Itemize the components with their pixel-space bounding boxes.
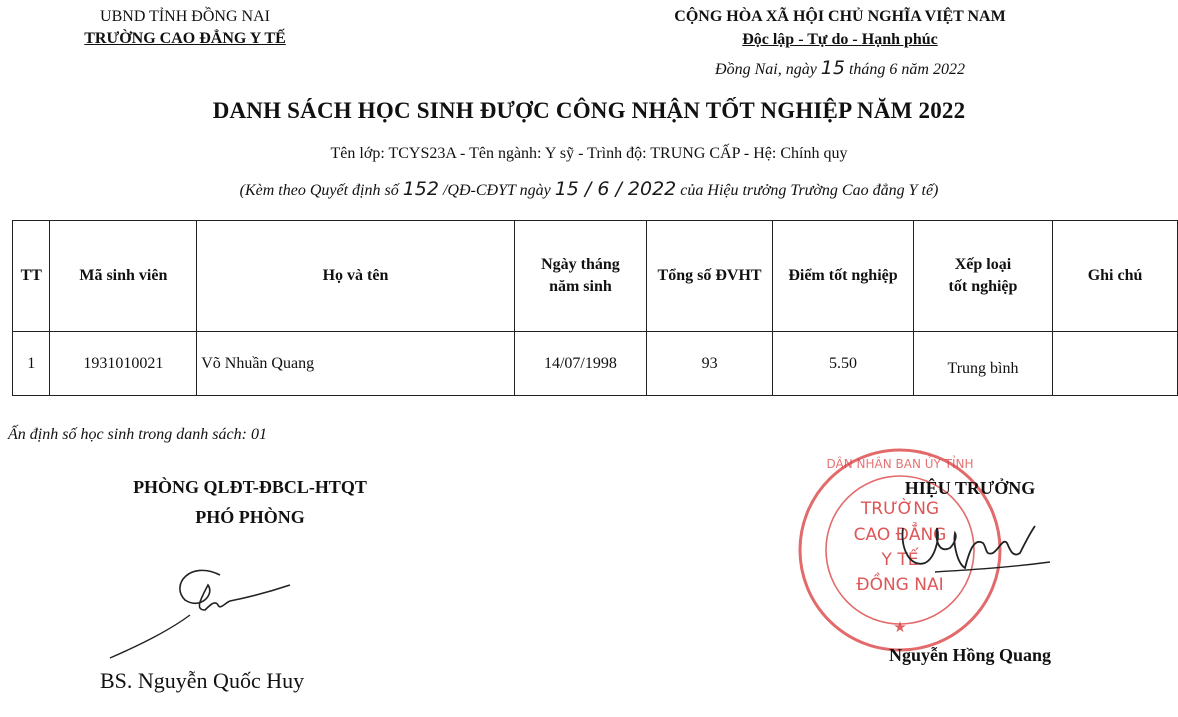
col-header-notes: Ghi chú	[1053, 221, 1178, 332]
seal-ring-text: DÂN NHÂN BAN ỦY TỈNH	[826, 457, 974, 471]
cell-tt: 1	[13, 332, 50, 396]
class-info: Tên lớp: TCYS23A - Tên ngành: Y sỹ - Trình độ: TRUNG CẤP - Hệ: Chính quy	[330, 145, 848, 162]
col-header-credits: Tổng số ĐVHT	[647, 221, 773, 332]
cell-full-name: Võ Nhuần Quang	[197, 332, 515, 396]
graduates-table	[12, 220, 1178, 396]
right-signer-role: HIỆU TRƯỞNG	[904, 478, 1036, 498]
document-title: DANH SÁCH HỌC SINH ĐƯỢC CÔNG NHẬN TỐT NGHIỆP NĂM 2022	[212, 98, 966, 123]
cell-student-id: 1931010021	[50, 332, 197, 396]
right-handwritten-signature	[895, 508, 1055, 580]
right-signer-name: Nguyễn Hồng Quang	[888, 645, 1052, 665]
decision-suffix: của Hiệu trưởng Trường Cao đẳng Y tế)	[676, 182, 939, 199]
school-name: TRƯỜNG CAO ĐẲNG Y TẾ	[84, 30, 286, 47]
seal-line-1: TRƯỜNG	[860, 499, 940, 519]
parent-organization: UBND TỈNH ĐỒNG NAI	[100, 8, 270, 25]
cell-classification: Trung bình	[913, 332, 1052, 396]
date-prefix: Đồng Nai, ngày	[715, 61, 821, 78]
col-header-full-name: Họ và tên	[197, 221, 515, 332]
decision-reference	[0, 178, 1178, 200]
place-date	[560, 57, 1120, 79]
national-motto: Độc lập - Tự do - Hạnh phúc	[742, 31, 938, 48]
col-header-birth-date: Ngày tháng năm sinh	[514, 221, 646, 332]
left-signer-name: BS. Nguyễn Quốc Huy	[100, 668, 305, 693]
date-suffix: tháng 6 năm 2022	[844, 61, 965, 78]
national-title: CỘNG HÒA XÃ HỘI CHỦ NGHĨA VIỆT NAM	[674, 8, 1006, 25]
seal-star-icon: ★	[893, 618, 907, 636]
cell-birth-date: 14/07/1998	[514, 332, 646, 396]
left-signer-role: PHÓ PHÒNG	[195, 507, 305, 527]
decision-date-handwritten: 15 / 6 / 2022	[554, 178, 677, 200]
left-handwritten-signature	[100, 555, 320, 675]
decision-middle: /QĐ-CĐYT ngày	[438, 182, 555, 199]
col-header-student-id: Mã sinh viên	[50, 221, 197, 332]
col-header-classification: Xếp loại tốt nghiệp	[913, 221, 1052, 332]
left-signer-department: PHÒNG QLĐT-ĐBCL-HTQT	[133, 477, 367, 497]
cell-credits: 93	[647, 332, 773, 396]
cell-notes	[1053, 332, 1178, 396]
cell-grad-score: 5.50	[773, 332, 914, 396]
decision-prefix: (Kèm theo Quyết định số	[239, 182, 403, 199]
decision-number-handwritten: 152	[402, 178, 439, 200]
student-count-note: Ấn định số học sinh trong danh sách: 01	[8, 426, 267, 443]
seal-line-3: Y TẾ	[881, 550, 919, 570]
seal-line-2: CAO ĐẲNG	[853, 525, 947, 545]
col-header-tt: TT	[13, 221, 50, 332]
table-row	[13, 332, 1178, 396]
col-header-grad-score: Điểm tốt nghiệp	[773, 221, 914, 332]
seal-line-4: ĐỒNG NAI	[856, 575, 944, 595]
date-day-handwritten: 15	[820, 57, 845, 79]
table-header-row	[13, 221, 1178, 332]
